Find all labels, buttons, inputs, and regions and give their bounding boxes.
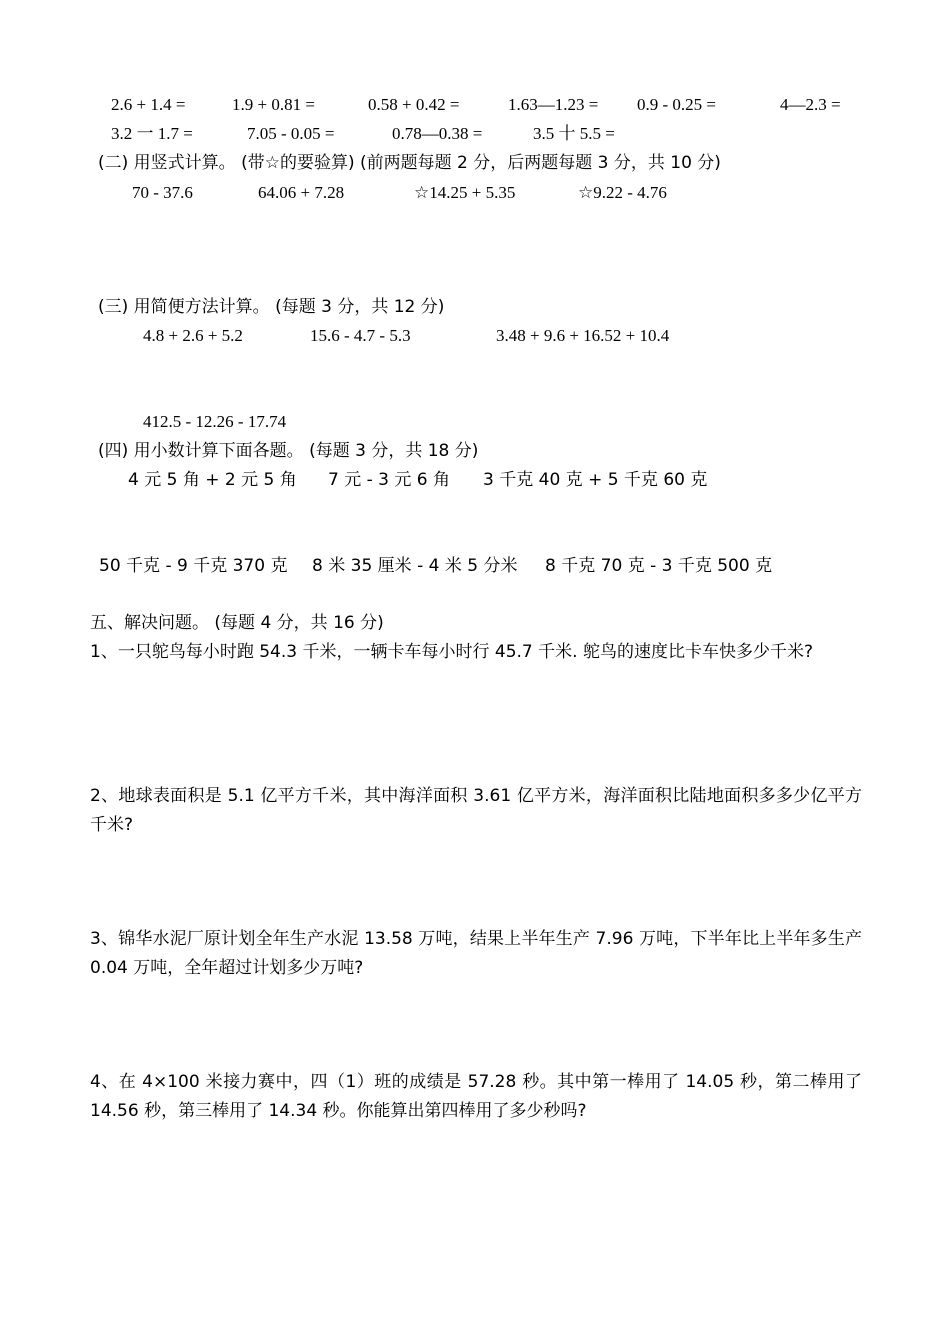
oral-item: 3.2 一 1.7 = <box>111 124 193 143</box>
oral-item: 3.5 十 5.5 = <box>533 124 615 143</box>
calc-item: 412.5 - 12.26 - 17.74 <box>143 412 287 431</box>
section5-heading: 五、解决问题。 (每题 4 分，共 16 分) <box>90 613 384 633</box>
calc-item: 64.06 + 7.28 <box>258 183 345 202</box>
calc-item: 4 元 5 角 + 2 元 5 角 <box>128 470 297 490</box>
section4-heading: (四) 用小数计算下面各题。 (每题 3 分，共 18 分) <box>98 441 479 461</box>
oral-item: 7.05 - 0.05 = <box>247 124 335 143</box>
problem-1: 1、一只鸵鸟每小时跑 54.3 千米，一辆卡车每小时行 45.7 千米. 鸵鸟的速度比卡车快多少千米? <box>90 642 813 662</box>
calc-item: 3 千克 40 克 + 5 千克 60 克 <box>483 470 708 490</box>
calc-item: 70 - 37.6 <box>132 183 193 202</box>
calc-item: 7 元 - 3 元 6 角 <box>328 470 451 490</box>
section3-heading: (三) 用简便方法计算。 (每题 3 分，共 12 分) <box>98 297 445 317</box>
calc-item: 8 米 35 厘米 - 4 米 5 分米 <box>312 556 518 576</box>
calc-item: 8 千克 70 克 - 3 千克 500 克 <box>545 556 773 576</box>
calc-item: 4.8 + 2.6 + 5.2 <box>143 326 243 345</box>
calc-item: ☆9.22 - 4.76 <box>578 183 667 202</box>
calc-item: 15.6 - 4.7 - 5.3 <box>310 326 411 345</box>
calc-item: ☆14.25 + 5.35 <box>414 183 516 202</box>
oral-item: 0.9 - 0.25 = <box>637 95 716 114</box>
oral-item: 1.9 + 0.81 = <box>232 95 315 114</box>
problem-4: 4、在 4×100 米接力赛中，四（1）班的成绩是 57.28 秒。其中第一棒用了 14.05 秒，第二棒用了 14.56 秒，第三棒用了 14.34 秒。你能算出第四棒用了多少秒吗? <box>90 1072 862 1121</box>
oral-item: 1.63—1.23 = <box>508 95 599 114</box>
calc-item: 3.48 + 9.6 + 16.52 + 10.4 <box>496 326 670 345</box>
oral-item: 0.58 + 0.42 = <box>368 95 460 114</box>
oral-item: 2.6 + 1.4 = <box>111 95 186 114</box>
calc-item: 50 千克 - 9 千克 370 克 <box>99 556 288 576</box>
oral-item: 0.78—0.38 = <box>392 124 483 143</box>
problem-3: 3、锦华水泥厂原计划全年生产水泥 13.58 万吨，结果上半年生产 7.96 万吨，下半年比上半年多生产 0.04 万吨，全年超过计划多少万吨? <box>90 929 862 978</box>
problem-2: 2、地球表面积是 5.1 亿平方千米，其中海洋面积 3.61 亿平方米，海洋面积比陆地面积多多少亿平方千米? <box>90 786 862 835</box>
section2-heading: (二) 用竖式计算。 (带☆的要验算) (前两题每题 2 分，后两题每题 3 分，共 10 分) <box>98 153 721 173</box>
oral-item: 4—2.3 = <box>780 95 841 114</box>
